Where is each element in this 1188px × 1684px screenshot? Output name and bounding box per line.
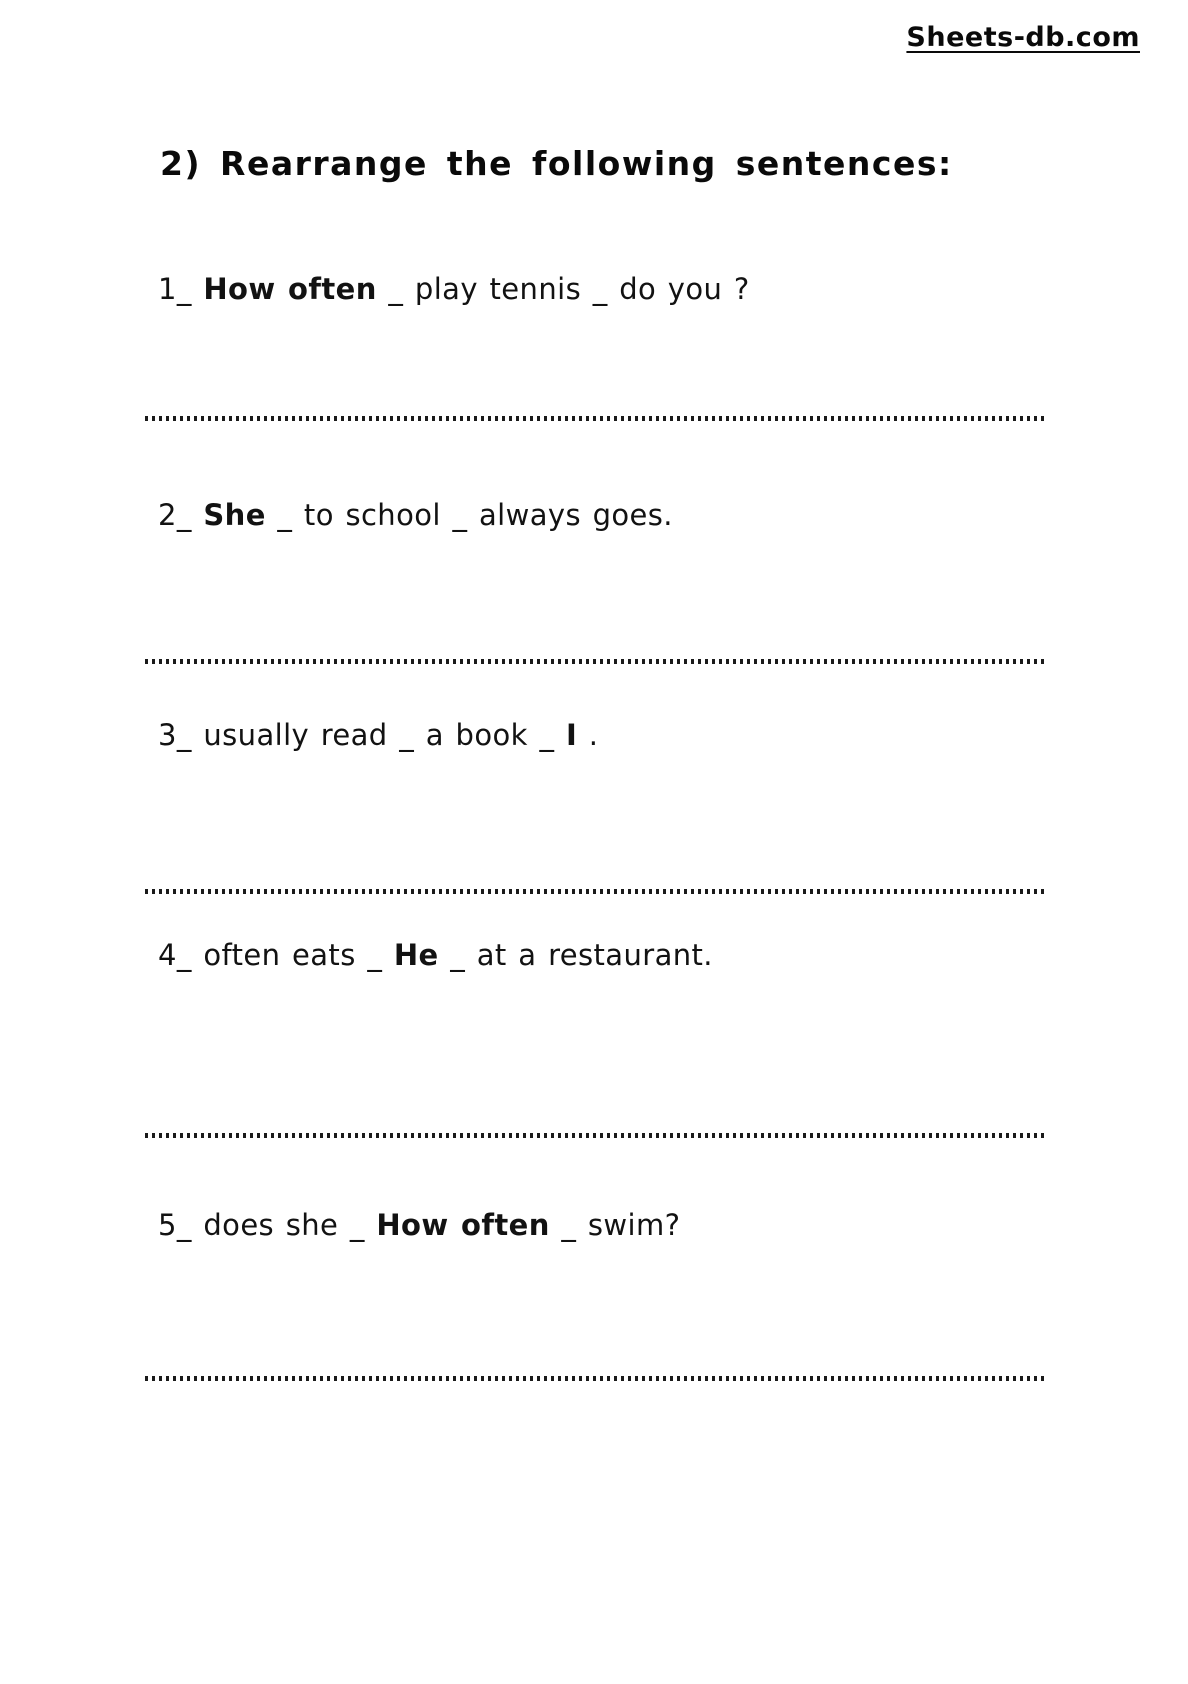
answer-line-1 xyxy=(145,416,1047,421)
answer-line-5 xyxy=(145,1376,1047,1381)
sentence-bold-word: He xyxy=(393,938,439,972)
answer-line-2 xyxy=(145,659,1047,664)
sentence-text: 5_ does she _ xyxy=(158,1208,377,1242)
worksheet-title: 2) Rearrange the following sentences: xyxy=(160,144,953,183)
sentence-item-2 xyxy=(158,498,673,532)
sentence-item-5 xyxy=(158,1208,680,1242)
sentence-item-4 xyxy=(158,938,713,972)
sentence-item-3 xyxy=(158,718,598,752)
sentence-text: 1_ xyxy=(158,272,204,306)
sentence-text: _ play tennis _ do you ? xyxy=(376,272,750,306)
sentence-text: . xyxy=(577,718,599,752)
sentence-bold-word: How often xyxy=(203,272,377,306)
sentence-text: 2_ xyxy=(158,498,204,532)
sentence-text: _ at a restaurant. xyxy=(438,938,713,972)
sentence-text: _ to school _ always goes. xyxy=(265,498,673,532)
answer-line-4 xyxy=(145,1133,1047,1138)
sentence-bold-word: She xyxy=(203,498,266,532)
sentence-text: 3_ usually read _ a book _ xyxy=(158,718,566,752)
sentence-bold-word: How often xyxy=(376,1208,550,1242)
answer-line-3 xyxy=(145,889,1047,894)
sentence-text: _ swim? xyxy=(549,1208,681,1242)
sentence-bold-word: I xyxy=(565,718,578,752)
site-header-link[interactable]: Sheets-db.com xyxy=(906,22,1140,53)
sentence-item-1 xyxy=(158,272,750,306)
sentence-text: 4_ often eats _ xyxy=(158,938,394,972)
